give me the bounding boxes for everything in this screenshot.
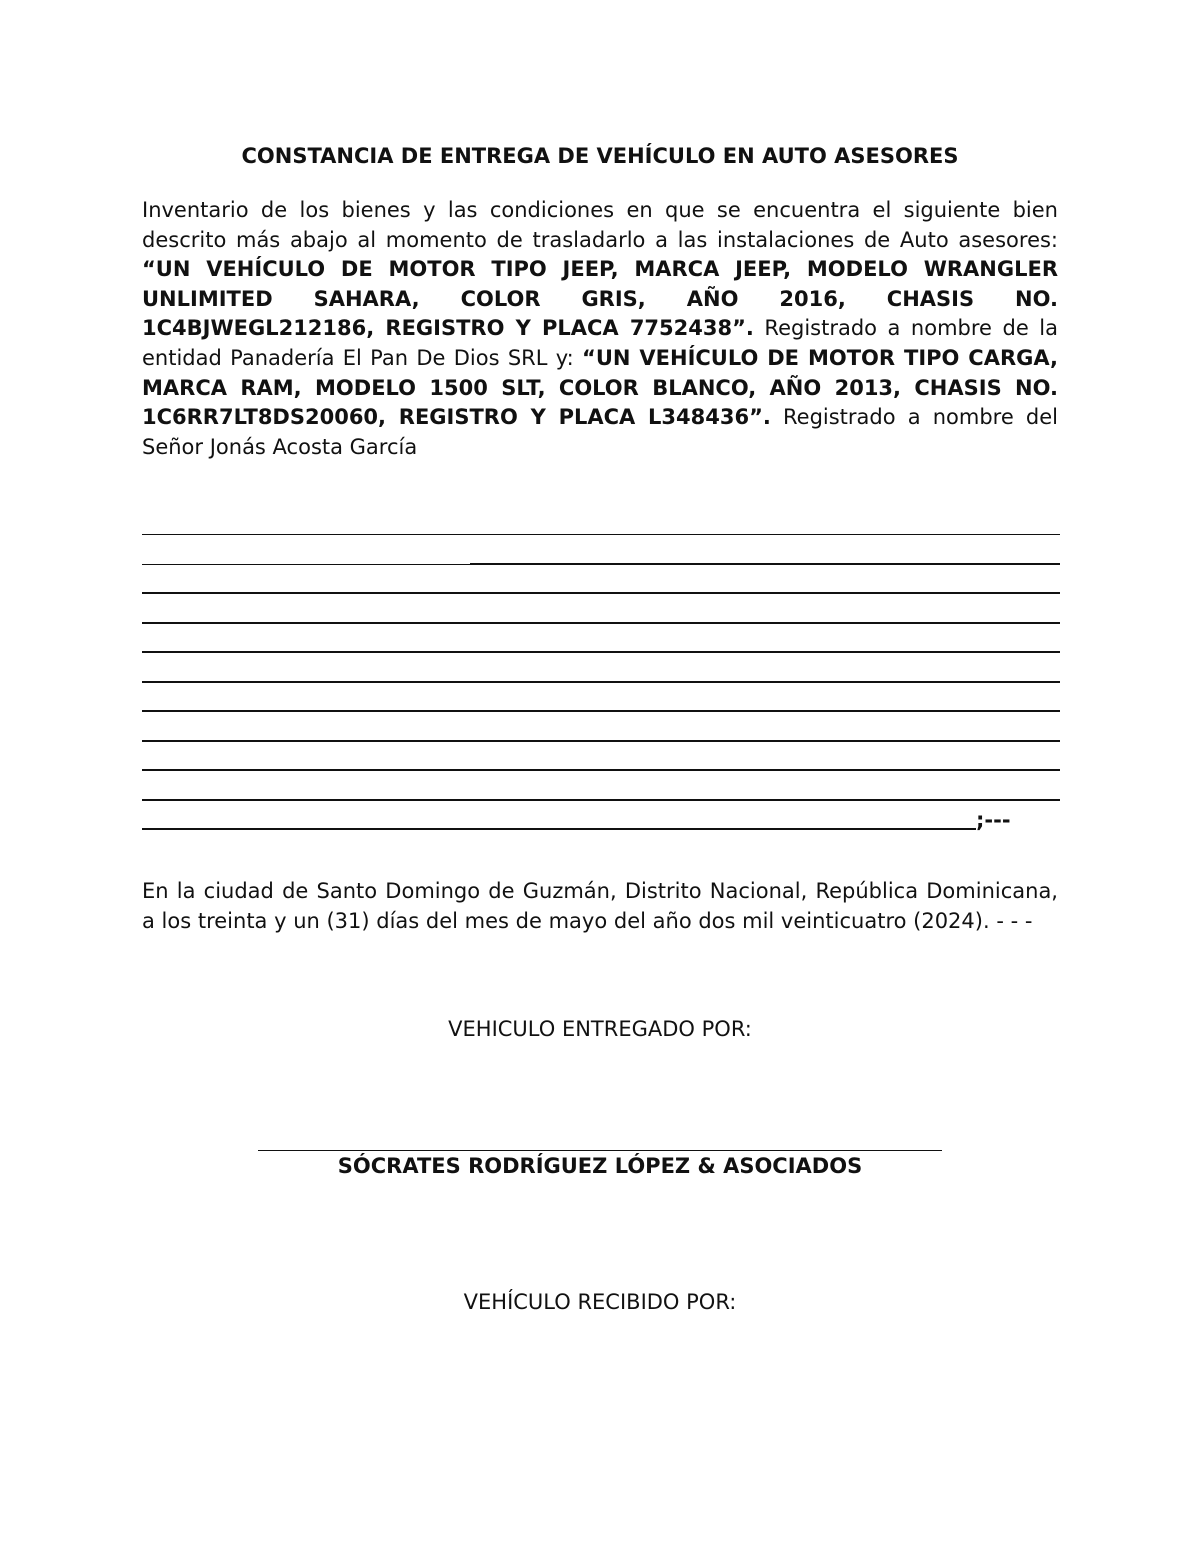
- blank-line: [142, 740, 1060, 742]
- signatory-name: SÓCRATES RODRÍGUEZ LÓPEZ & ASOCIADOS: [337, 1154, 863, 1178]
- blank-line: [470, 563, 1060, 565]
- document-title: CONSTANCIA DE ENTREGA DE VEHÍCULO EN AUTO ASESORES: [241, 144, 959, 168]
- delivered-by-label: VEHICULO ENTREGADO POR:: [448, 1017, 752, 1041]
- signature-line: [258, 1150, 942, 1151]
- vehicle-2-owner-text: Registrado a nombre del Señor Jonás Acosta García: [142, 405, 1058, 459]
- blank-line: [142, 681, 1060, 683]
- blank-line: [142, 592, 1060, 594]
- vehicle-2-description: “UN VEHÍCULO DE MOTOR TIPO CARGA, MARCA RAM, MODELO 1500 SLT, COLOR BLANCO, AÑO 2013, CHASIS NO. 1C6RR7LT8DS20060, REGISTRO Y PLACA L348436”.: [142, 345, 1058, 430]
- blank-line: [142, 769, 1060, 771]
- blank-line: [142, 651, 1060, 653]
- vehicle-1-description: “UN VEHÍCULO DE MOTOR TIPO JEEP, MARCA JEEP, MODELO WRANGLER UNLIMITED SAHARA, COLOR GRIS, AÑO 2016, CHASIS NO. 1C4BJWEGL212186, REGISTRO Y PLACA 7752438”.: [142, 257, 1058, 341]
- blank-lines-tail: ;---: [976, 808, 1011, 832]
- blank-line: [142, 622, 1060, 624]
- vehicle-1-owner-text: Registrado a nombre de la entidad Panadería El Pan De Dios SRL y:: [142, 316, 1058, 370]
- inventory-paragraph: [142, 196, 1058, 462]
- place-date-paragraph: En la ciudad de Santo Domingo de Guzmán, Distrito Nacional, República Dominicana, a los treinta y un (31) días del mes de mayo del año dos mil veinticuatro (2024). - - -: [142, 879, 1058, 933]
- blank-line: [142, 564, 470, 565]
- blank-line: [142, 799, 1060, 801]
- blank-line: [142, 534, 1060, 535]
- blank-line: [142, 828, 976, 830]
- blank-line: [142, 710, 1060, 712]
- intro-text: Inventario de los bienes y las condiciones en que se encuentra el siguiente bien descrito más abajo al momento de trasladarlo a las instalaciones de Auto asesores:: [142, 198, 1058, 252]
- received-by-label: VEHÍCULO RECIBIDO POR:: [463, 1290, 737, 1314]
